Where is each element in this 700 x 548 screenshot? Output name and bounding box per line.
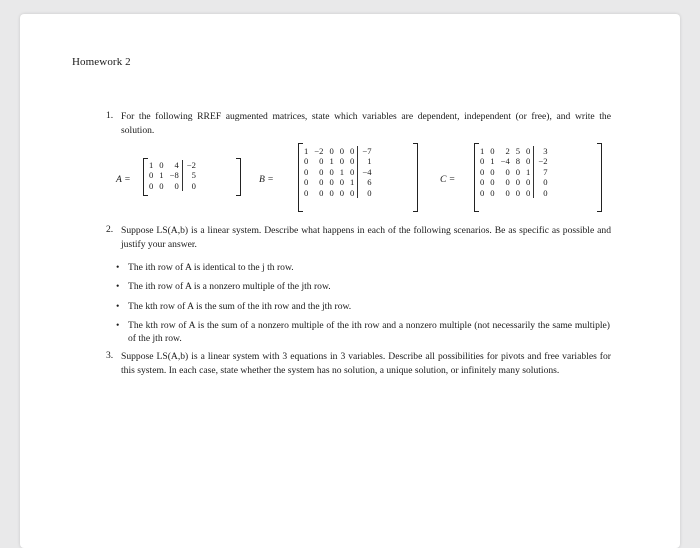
matrix-entry: 0 xyxy=(329,177,334,188)
matrix-entry: 0 xyxy=(534,188,551,198)
matrix-entry: −8 xyxy=(169,170,179,181)
matrix-entry: 0 xyxy=(480,156,485,167)
page-title: Homework 2 xyxy=(72,56,131,68)
matrix-c-row xyxy=(477,188,551,198)
matrix-entry: 0 xyxy=(329,187,334,198)
q2-bullet-list xyxy=(116,261,610,351)
q2-bullet-item: • The kth row of A is the sum of the ith row and the jth row. xyxy=(116,300,610,313)
matrix-entry: 0 xyxy=(329,146,334,156)
matrix-entry: 0 xyxy=(505,177,510,188)
matrix-entry: 0 xyxy=(304,177,309,188)
matrix-entry: 5 xyxy=(515,146,521,156)
matrix-entry: 0 xyxy=(526,146,531,156)
matrix-entry: 1 xyxy=(329,156,334,167)
matrix-entry: 0 xyxy=(358,188,375,198)
matrix-entry: 0 xyxy=(490,187,495,198)
matrix-b-label: B = xyxy=(259,174,274,185)
matrix-b-row xyxy=(301,156,375,166)
matrix-entry: −4 xyxy=(500,156,510,167)
matrix-entry: 0 xyxy=(149,180,154,191)
q2-bullet-item: • The ith row of A is identical to the j th row. xyxy=(116,261,610,274)
matrix-b-row xyxy=(301,167,375,177)
matrix-entry: 0 xyxy=(350,156,355,167)
matrix-entry: 0 xyxy=(480,187,485,198)
matrix-entry: 1 xyxy=(149,160,154,170)
matrix-c-row xyxy=(477,177,551,187)
matrix-entry: 1 xyxy=(480,146,485,156)
matrix-c-label: C = xyxy=(440,174,456,185)
matrix-a-label: A = xyxy=(116,174,131,185)
matrix-a xyxy=(146,160,199,191)
matrix-b xyxy=(301,146,375,198)
matrix-entry: 1 xyxy=(490,156,495,167)
q2-number: 2. xyxy=(106,224,114,235)
matrix-c xyxy=(477,146,551,198)
matrix-entry: 3 xyxy=(534,146,551,156)
matrix-entry: 1 xyxy=(304,146,309,156)
matrix-entry: 0 xyxy=(149,170,154,181)
matrix-entry: 0 xyxy=(304,156,309,167)
matrix-entry: 2 xyxy=(505,146,510,156)
q3-number: 3. xyxy=(106,350,114,361)
matrix-entry: 0 xyxy=(339,177,345,188)
matrix-entry: 0 xyxy=(304,166,309,177)
matrix-entry: 0 xyxy=(329,166,334,177)
matrix-entry: −4 xyxy=(358,167,375,177)
q2-bullet-item: • The ith row of A is a nonzero multiple of the jth row. xyxy=(116,280,610,293)
matrix-entry: 0 xyxy=(304,187,309,198)
matrix-entry: 0 xyxy=(319,177,324,188)
matrix-c-row xyxy=(477,167,551,177)
matrix-entry: 1 xyxy=(339,166,345,177)
matrix-a-right-bracket xyxy=(236,158,241,196)
matrix-c-right-bracket xyxy=(597,143,602,212)
matrix-a-row xyxy=(146,181,199,191)
matrix-entry: 6 xyxy=(358,177,375,187)
matrix-entry: 0 xyxy=(515,166,521,177)
matrix-entry: 4 xyxy=(174,160,179,170)
matrix-b-right-bracket xyxy=(413,143,418,212)
matrix-entry: 0 xyxy=(480,177,485,188)
matrix-c-row xyxy=(477,156,551,166)
matrix-entry: 7 xyxy=(534,167,551,177)
matrix-entry: 0 xyxy=(505,187,510,198)
matrix-b-row xyxy=(301,177,375,187)
matrix-a-row xyxy=(146,170,199,180)
matrix-entry: 0 xyxy=(182,181,199,191)
q1-text: For the following RREF augmented matrices, state which variables are dependent, independent (or free), and write the solution. xyxy=(121,111,611,136)
matrix-entry: −2 xyxy=(534,156,551,166)
matrix-entry: 1 xyxy=(358,156,375,166)
matrix-entry: 0 xyxy=(490,166,495,177)
q3-text: Suppose LS(A,b) is a linear system with 3 equations in 3 variables. Describe all possibilities for pivots and free variables for this system. In each case, state whether the system has no solution, a unique solution, or infinitely many solutions. xyxy=(121,351,611,376)
matrix-entry: 0 xyxy=(490,177,495,188)
matrix-entry: 1 xyxy=(350,177,355,188)
matrix-entry: 1 xyxy=(159,170,164,181)
q2-text: Suppose LS(A,b) is a linear system. Describe what happens in each of the following scenarios. Be as specific as possible and justify your answer. xyxy=(121,225,611,250)
matrix-c-row xyxy=(477,146,551,156)
matrix-entry: 0 xyxy=(159,160,164,170)
matrix-entry: 0 xyxy=(534,177,551,187)
matrix-entry: −2 xyxy=(182,160,199,170)
matrix-entry: −7 xyxy=(358,146,375,156)
matrix-entry: 0 xyxy=(159,180,164,191)
matrix-entry: 0 xyxy=(339,146,345,156)
matrix-entry: 0 xyxy=(526,187,531,198)
matrix-entry: 5 xyxy=(182,170,199,180)
q2-bullet-item: • The kth row of A is the sum of a nonzero multiple of the ith row and a nonzero multiple (not necessarily the same multiple) of the jth row. xyxy=(116,319,610,345)
matrix-entry: 0 xyxy=(515,187,521,198)
matrix-b-row xyxy=(301,188,375,198)
matrix-entry: 0 xyxy=(319,166,324,177)
matrix-entry: 0 xyxy=(339,156,345,167)
matrix-entry: 0 xyxy=(350,146,355,156)
matrix-a-row xyxy=(146,160,199,170)
matrix-entry: 0 xyxy=(515,177,521,188)
matrix-entry: 0 xyxy=(526,156,531,167)
matrix-entry: 0 xyxy=(350,187,355,198)
matrix-entry: 0 xyxy=(505,166,510,177)
matrix-entry: 0 xyxy=(480,166,485,177)
matrix-entry: 0 xyxy=(319,156,324,167)
matrix-entry: 0 xyxy=(339,187,345,198)
matrix-entry: 0 xyxy=(350,166,355,177)
matrix-entry: 0 xyxy=(526,177,531,188)
matrix-entry: −2 xyxy=(314,146,324,156)
matrix-entry: 0 xyxy=(319,187,324,198)
matrix-b-row xyxy=(301,146,375,156)
matrix-entry: 0 xyxy=(490,146,495,156)
matrix-entry: 1 xyxy=(526,166,531,177)
q1-number: 1. xyxy=(106,110,114,121)
matrix-entry: 8 xyxy=(515,156,521,167)
matrix-entry: 0 xyxy=(174,180,179,191)
